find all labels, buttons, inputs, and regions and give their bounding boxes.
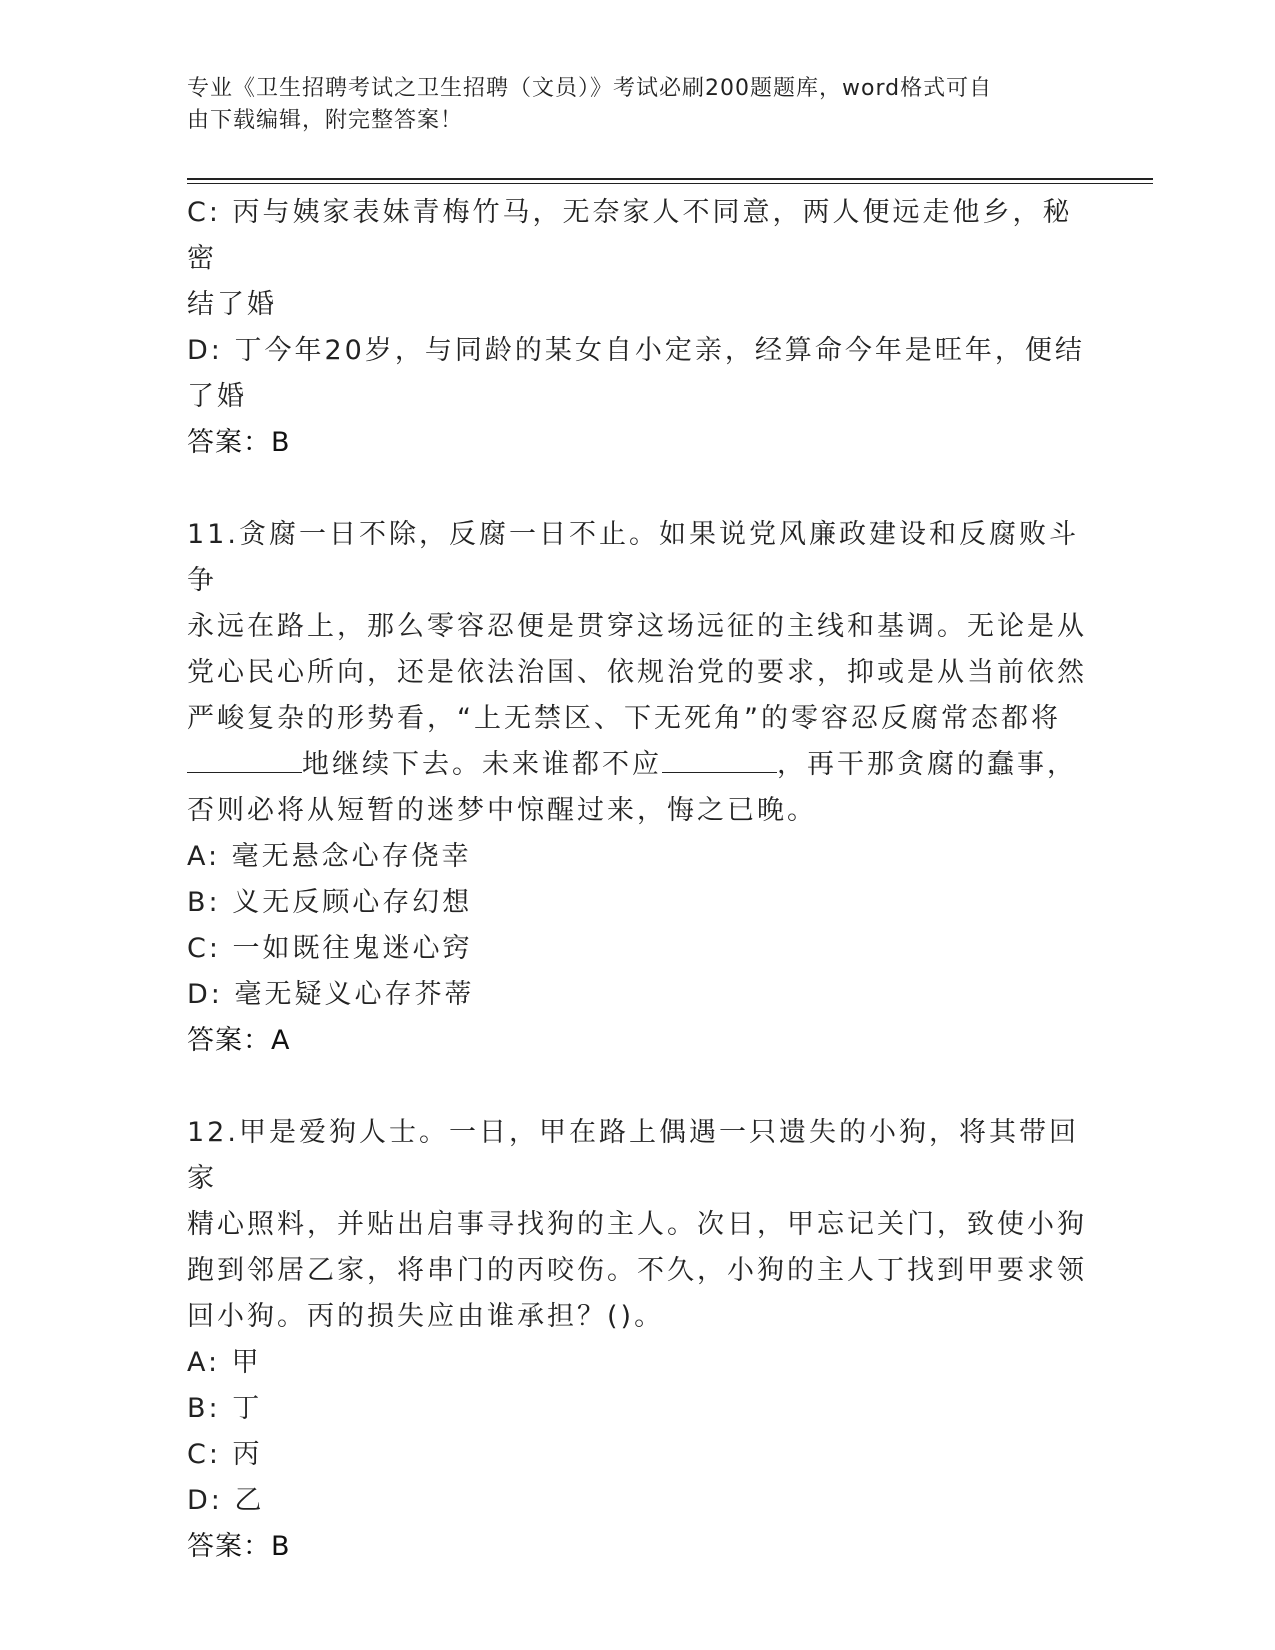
question-text-fragment: ，再干那贪腐的蠢事， xyxy=(777,749,1077,780)
option-c: C: 一如既往鬼迷心窍 xyxy=(187,933,473,964)
question-text-fragment: 地继续下去。未来谁都不应 xyxy=(302,749,662,780)
question-text-line-6: 否则必将从短暂的迷梦中惊醒过来，悔之已晚。 xyxy=(187,795,817,826)
option-c-line-2: 结了婚 xyxy=(187,289,277,320)
option-a: A: 毫无悬念心存侥幸 xyxy=(187,841,472,872)
option-d-line-2: 了婚 xyxy=(187,381,247,412)
option-c-line-1: C: 丙与姨家表妹青梅竹马，无奈家人不同意，两人便远走他乡，秘密 xyxy=(187,197,1073,274)
spacer xyxy=(187,1064,1087,1110)
question-text-line-1: 12.甲是爱狗人士。一日，甲在路上偶遇一只遗失的小狗，将其带回家 xyxy=(187,1117,1079,1194)
question-11 xyxy=(187,512,1087,1064)
fill-blank-2 xyxy=(662,742,777,773)
option-c: C: 丙 xyxy=(187,1439,263,1470)
question-text-line-5 xyxy=(187,742,1087,788)
spacer xyxy=(187,466,1087,512)
question-text-line-2: 永远在路上，那么零容忍便是贯穿这场远征的主线和基调。无论是从 xyxy=(187,611,1087,642)
header-line-2: 由下载编辑，附完整答案！ xyxy=(187,108,464,133)
document-header xyxy=(187,73,1087,137)
document-body xyxy=(187,190,1087,1570)
option-d: D: 乙 xyxy=(187,1485,265,1516)
previous-question-tail xyxy=(187,190,1087,466)
question-text-line-1: 11.贪腐一日不除，反腐一日不止。如果说党风廉政建设和反腐败斗争 xyxy=(187,519,1079,596)
question-text-line-3: 跑到邻居乙家，将串门的丙咬伤。不久，小狗的主人丁找到甲要求领 xyxy=(187,1255,1087,1286)
option-d-line-1: D: 丁今年20岁，与同龄的某女自小定亲，经算命今年是旺年，便结 xyxy=(187,335,1085,366)
question-text-line-4: 严峻复杂的形势看，“上无禁区、下无死角”的零容忍反腐常态都将 xyxy=(187,703,1061,734)
header-rule-thick xyxy=(187,178,1153,180)
fill-blank-1 xyxy=(187,742,302,773)
question-12 xyxy=(187,1110,1087,1570)
answer-line: 答案：A xyxy=(187,1025,291,1056)
header-rule-thin xyxy=(187,183,1153,184)
option-b: B: 义无反顾心存幻想 xyxy=(187,887,473,918)
question-text-line-2: 精心照料，并贴出启事寻找狗的主人。次日，甲忘记关门，致使小狗 xyxy=(187,1209,1087,1240)
answer-line: 答案：B xyxy=(187,1531,291,1562)
option-b: B: 丁 xyxy=(187,1393,263,1424)
header-line-1: 专业《卫生招聘考试之卫生招聘（文员）》考试必刷200题题库，word格式可自 xyxy=(187,76,993,101)
answer-line: 答案：B xyxy=(187,427,291,458)
option-a: A: 甲 xyxy=(187,1347,262,1378)
question-text-line-4: 回小狗。丙的损失应由谁承担？()。 xyxy=(187,1301,665,1332)
question-text-line-3: 党心民心所向，还是依法治国、依规治党的要求，抑或是从当前依然 xyxy=(187,657,1087,688)
option-d: D: 毫无疑义心存芥蒂 xyxy=(187,979,475,1010)
